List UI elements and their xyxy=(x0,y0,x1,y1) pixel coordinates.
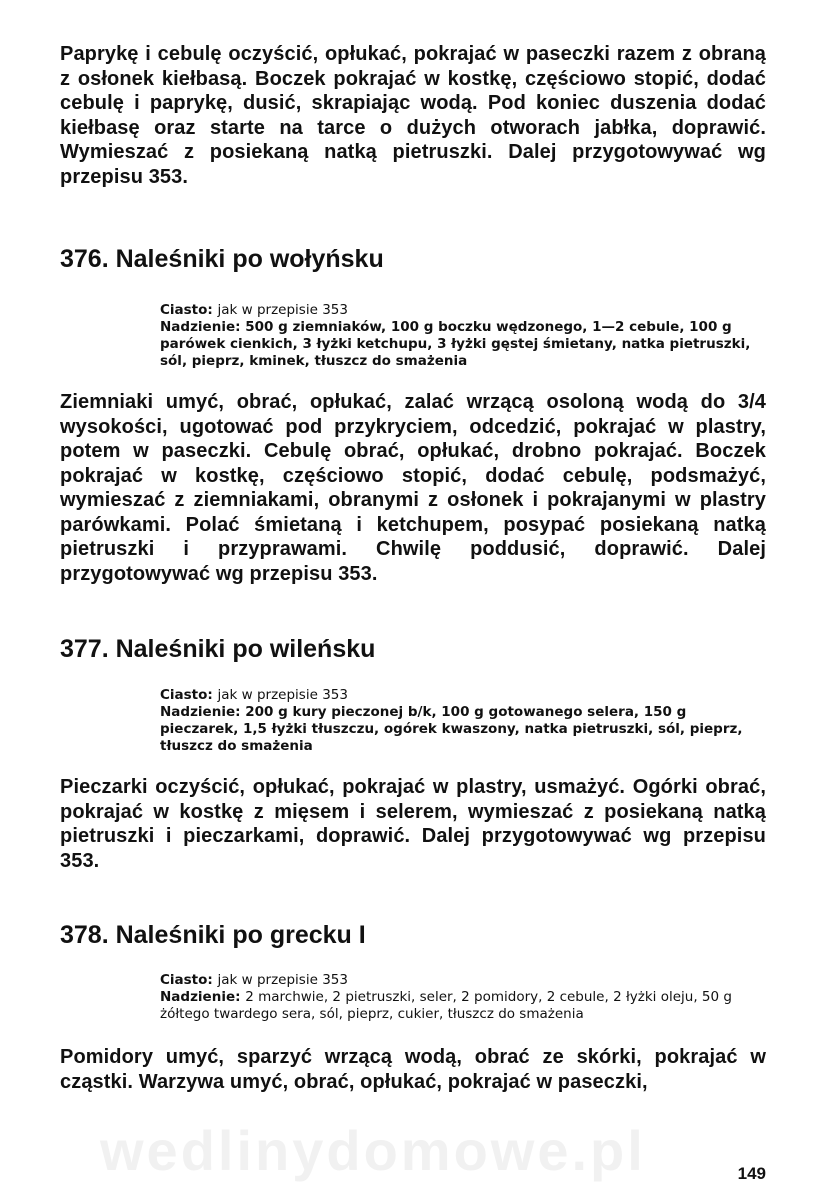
recipe-376-filling xyxy=(160,319,766,370)
dough-label: Ciasto: xyxy=(160,302,213,318)
book-page xyxy=(60,42,766,1094)
dough-label: Ciasto: xyxy=(160,972,213,988)
recipe-377-title: 377. Naleśniki po wileńsku xyxy=(60,635,376,663)
recipe-376-dough xyxy=(160,302,766,319)
recipe-378-body: Pomidory umyć, sparzyć wrzącą wodą, obrać ze skórki, pokrajać w cząstki. Warzywa umyć, obrać, opłukać, pokrajać w paseczki, xyxy=(60,1046,766,1093)
dough-text: jak w przepisie 353 xyxy=(217,972,348,988)
recipe-377-body: Pieczarki oczyścić, opłukać, pokrajać w plastry, usmażyć. Ogórki obrać, pokrajać w kostkę z mięsem i selerem, wymieszać z posiekaną natką pietruszki i pieczarkami, doprawić. Dalej przygotowywać wg przepisu 353. xyxy=(60,776,766,872)
recipe-378-ingredients xyxy=(160,972,766,1023)
recipe-378-title: 378. Naleśniki po grecku I xyxy=(60,921,366,949)
recipe-378-filling xyxy=(160,989,766,1023)
recipe-376-body: Ziemniaki umyć, obrać, opłukać, zalać wrzącą osoloną wodą do 3/4 wysokości, ugotować pod przykryciem, odcedzić, pokrajać w plastry, potem w paseczki. Cebulę obrać, opłukać, drobno pokrajać. Boczek pokrajać w kostkę, częściowo stopić, dodać cebulę, podsmażyć, wymieszać z ziemniakami, obranymi z osłonek i pokrajanymi w plastry parówkami. Polać śmietaną i ketchupem, posypać posiekaną natką pietruszki i przyprawami. Chwilę poddusić, doprawić. Dalej przygotowywać wg przepisu 353. xyxy=(60,391,766,585)
recipe-377-ingredients xyxy=(160,687,766,755)
recipe-377-filling xyxy=(160,704,766,755)
recipe-377-dough xyxy=(160,687,766,704)
filling-label: Nadzienie: xyxy=(160,989,241,1005)
dough-text: jak w przepisie 353 xyxy=(217,302,348,318)
filling-text: 2 marchwie, 2 pietruszki, seler, 2 pomidory, 2 cebule, 2 łyżki oleju, 50 g żółtego twardego sera, sól, pieprz, cukier, tłuszcz do smażenia xyxy=(160,989,732,1022)
recipe-376-title: 376. Naleśniki po wołyńsku xyxy=(60,245,384,273)
filling-label: Nadzienie: xyxy=(160,319,241,335)
page-number: 149 xyxy=(737,1164,766,1183)
filling-label: Nadzienie: xyxy=(160,704,241,720)
intro-paragraph: Paprykę i cebulę oczyścić, opłukać, pokrajać w paseczki razem z obraną z osłonek kiełbasą. Boczek pokrajać w kostkę, częściowo stopić, dodać cebulę i paprykę, dusić, skrapiając wodą. Pod koniec duszenia dodać kiełbasę oraz starte na tarce o dużych otworach jabłka, doprawić. Wymieszać z posiekaną natką pietruszki. Dalej przygotowywać wg przepisu 353. xyxy=(60,43,766,188)
filling-text: 200 g kury pieczonej b/k, 100 g gotowanego selera, 150 g pieczarek, 1,5 łyżki tłuszczu, ogórek kwaszony, natka pietruszki, sól, pieprz, tłuszcz do smażenia xyxy=(160,704,743,754)
watermark: wedlinydomowe.pl xyxy=(100,1119,646,1182)
recipe-378-dough xyxy=(160,972,766,989)
dough-text: jak w przepisie 353 xyxy=(217,687,348,703)
recipe-376-ingredients xyxy=(160,302,766,370)
dough-label: Ciasto: xyxy=(160,687,213,703)
filling-text: 500 g ziemniaków, 100 g boczku wędzonego, 1—2 cebule, 100 g parówek cienkich, 3 łyżki ketchupu, 3 łyżki gęstej śmietany, natka pietruszki, sól, pieprz, kminek, tłuszcz do smażenia xyxy=(160,319,751,369)
